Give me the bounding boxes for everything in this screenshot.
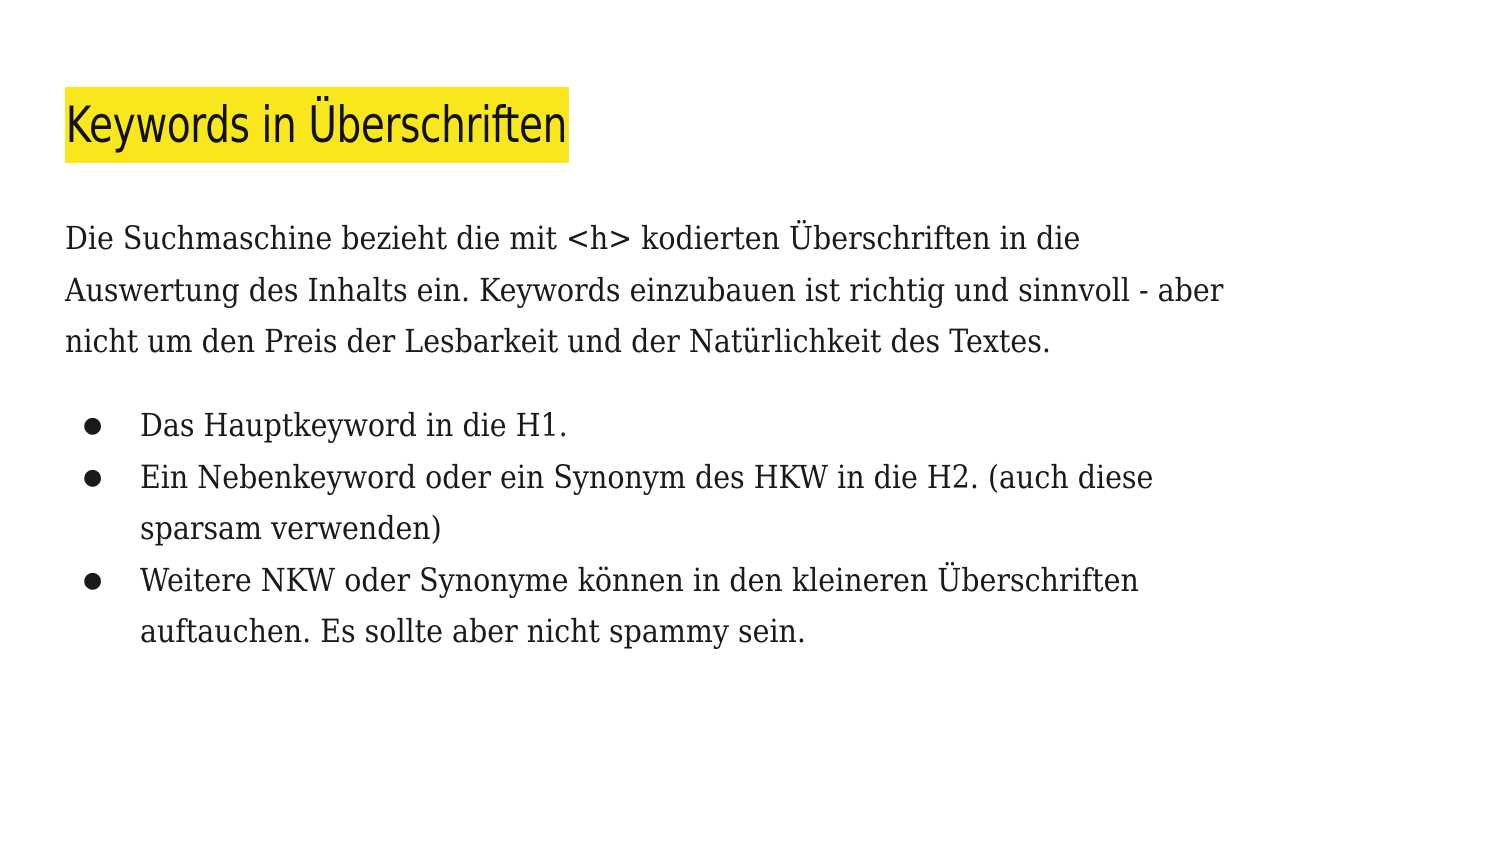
bullet-icon: ●	[83, 567, 103, 593]
bullet-text	[140, 452, 1297, 555]
bullet-line: sparsam verwenden)	[140, 509, 442, 547]
bullet-list	[65, 400, 1440, 658]
paragraph-line: nicht um den Preis der Lesbarkeit und der Natürlichkeit des Textes.	[65, 322, 1051, 360]
bullet-line: auftauchen. Es sollte aber nicht spammy sein.	[140, 612, 806, 650]
intro-paragraph	[65, 213, 1453, 368]
list-item	[65, 400, 1440, 452]
paragraph-line: Auswertung des Inhalts ein. Keywords einzubauen ist richtig und sinnvoll - aber	[65, 270, 1224, 309]
bullet-icon: ●	[83, 464, 103, 490]
list-item	[65, 452, 1440, 555]
slide-title: Keywords in Überschriften	[65, 87, 569, 163]
bullet-text	[140, 555, 1297, 658]
bullet-line: Das Hauptkeyword in die H1.	[140, 406, 568, 444]
paragraph-line: Die Suchmaschine bezieht die mit <h> kodierten Überschriften in die	[65, 219, 1081, 257]
list-item	[65, 555, 1440, 658]
bullet-text	[140, 400, 1297, 452]
bullet-icon: ●	[83, 413, 103, 438]
bullet-line: Ein Nebenkeyword oder ein Synonym des HKW in die H2. (auch diese	[140, 457, 1154, 496]
bullet-line: Weitere NKW oder Synonyme können in den kleineren Überschriften	[140, 560, 1139, 599]
